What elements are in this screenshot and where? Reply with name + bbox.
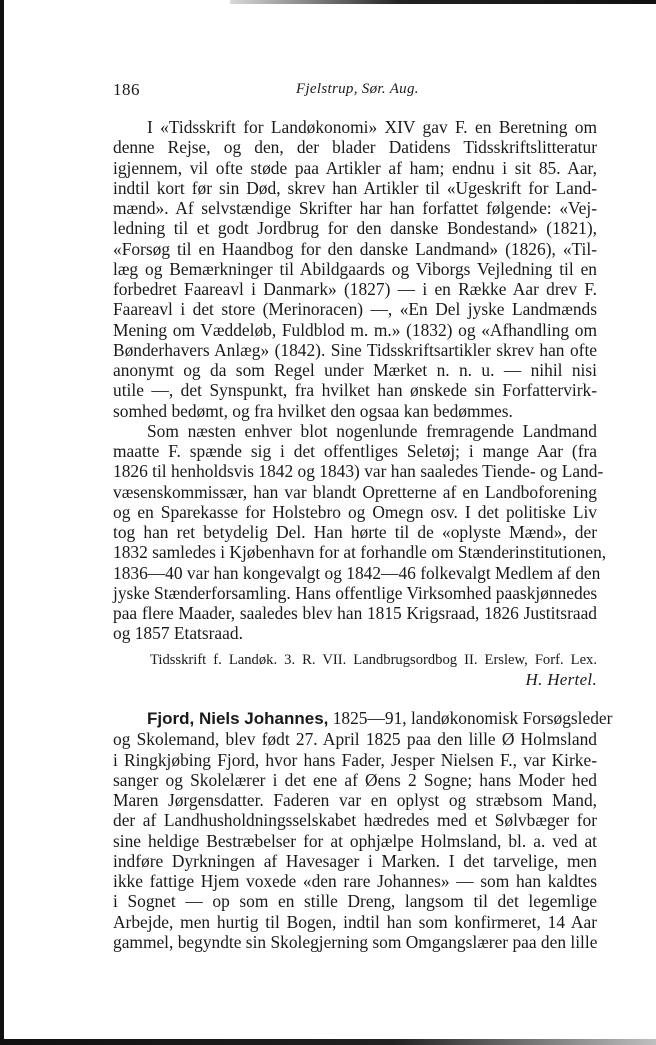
text-line: 1836—40 var han kongevalgt og 1842—46 folkevalgt Medlem af den	[113, 562, 601, 583]
text-line: forbedret Faareavl i Danmark» (1827) — i en Række Aar drev F.	[113, 279, 597, 299]
text-line: der af Landhusholdningsselskabet hædredes med et Sølvbæger for	[113, 810, 597, 831]
text-line: Arbejde, men hurtig til Bogen, indtil han som konfirmeret, 14 Aar	[113, 911, 597, 932]
text-line: Som næsten enhver blot nogenlunde fremragende Landmand	[147, 420, 597, 441]
text-line: Maren Jørgensdatter. Faderen var en oplyst og stræbsom Mand,	[113, 790, 597, 810]
text-line: somhed bedømt, og fra hvilket den ogsaa kan bedømmes.	[113, 400, 513, 421]
text-line: utile —, det Synspunkt, fra hvilket han ønskede sin Forfattervirk-	[113, 380, 597, 401]
text-line: sanger og Skolelærer i det ene af Øens 2 Sogne; hans Moder hed	[113, 769, 597, 790]
text-line: Mening om Væddeløb, Fuldblod m. m.» (1832) og «Afhandling om	[113, 319, 597, 340]
text-line: Bønderhavers Anlæg» (1842). Sine Tidsskriftsartikler skrev han ofte	[113, 339, 597, 360]
text-line: ikke fattige Hjem voxede «den rare Johannes» — som han kaldtes	[113, 871, 597, 891]
text-line: i Sognet — op som en stille Dreng, langsom til det legemlige	[113, 891, 597, 912]
entry-name: Fjord, Niels Johannes,	[147, 709, 329, 728]
text-line: jyske Stænderforsamling. Hans offentlige Virksomhed paaskjønnedes	[113, 582, 598, 603]
running-head: Fjelstrup, Sør. Aug.	[296, 81, 419, 97]
paragraph-1	[113, 117, 597, 421]
text-line: og Skolemand, blev født 27. April 1825 paa den lille Ø Holmsland	[113, 729, 597, 750]
text-line: indføre Dyrkningen af Havesager i Marken. I det tarvelige, men	[113, 850, 597, 871]
text-line: læg og Bemærkninger til Abildgaards og Viborgs Vejledning til en	[113, 258, 597, 279]
citation-sources: Tidsskrift f. Landøk. 3. R. VII. Landbrugsordbog II. Erslew, Forf. Lex.	[150, 652, 597, 668]
text-line: paa flere Maader, saaledes blev han 1815 Krigsraad, 1826 Justitsraad	[113, 603, 597, 623]
page-number: 186	[113, 80, 140, 99]
text-line: anonymt og da som Regel under Mærket n. n. u. — nihil nisi	[113, 360, 597, 380]
text-line: væsenskommissær, han var blandt Opretterne af en Landboforening	[113, 481, 597, 502]
entry-lede: 1825—91, landøkonomisk Forsøgsleder	[328, 708, 613, 728]
text-line: indtil kort før sin Død, skrev han Artikler til «Ugeskrift for Land-	[113, 177, 597, 198]
text-line: 1826 til henholdsvis 1842 og 1843) var han saaledes Tiende- og Land-	[113, 461, 604, 482]
scan-edge-top	[230, 0, 656, 4]
text-line: mænd». Af selvstændige Skrifter har han forfattet følgende: «Vej-	[113, 198, 597, 218]
text-line: og en Sparekasse for Holstebro og Omegn osv. I det politiske Liv	[113, 501, 597, 522]
scan-edge-bottom	[0, 1039, 656, 1045]
entry-heading-line	[113, 708, 613, 729]
text-line: gammel, begyndte sin Skolegjerning som Omgangslærer paa den lille	[113, 931, 598, 952]
text-line: Faareavl i det store (Merinoracen) —, «En Del jyske Landmænds	[113, 299, 597, 320]
entry-fjelstrup-body	[113, 117, 607, 644]
text-line: og 1857 Etatsraad.	[113, 623, 243, 644]
text-line: 1832 samledes i Kjøbenhavn for at forhandle om Stænderinstitutionen,	[113, 542, 607, 563]
paragraph-2	[113, 420, 607, 644]
text-line: I «Tidsskrift for Landøkonomi» XIV gav F. en Beretning om	[147, 117, 597, 137]
text-line: ledning til et godt Jordbrug for den danske Bondestand» (1821),	[113, 218, 597, 239]
text-line: denne Rejse, og den, der blader Datidens Tidsskriftslitteratur	[113, 137, 597, 158]
text-line: tog han ret betydelig Del. Han hørte til de «oplyste Mænd», der	[113, 522, 597, 542]
text-line: sine heldige Bestræbelser for at ophjælpe Holmsland, bl. a. ved at	[113, 830, 597, 851]
text-line: igjennem, vil ofte støde paa Artikler af ham; endnu i sit 85. Aar,	[113, 157, 597, 178]
author-signature: H. Hertel.	[525, 670, 597, 689]
text-line: «Forsøg til en Haandbog for den danske Landmand» (1826), «Til-	[113, 238, 597, 259]
text-line: maatte F. spænde sig i det offentliges Seletøj; i mange Aar (fra	[113, 441, 597, 461]
entry-fjord-body	[113, 708, 613, 952]
scan-edge-left	[0, 0, 4, 1045]
text-line: i Ringkjøbing Fjord, hvor hans Fader, Jesper Nielsen F., var Kirke-	[113, 749, 597, 770]
